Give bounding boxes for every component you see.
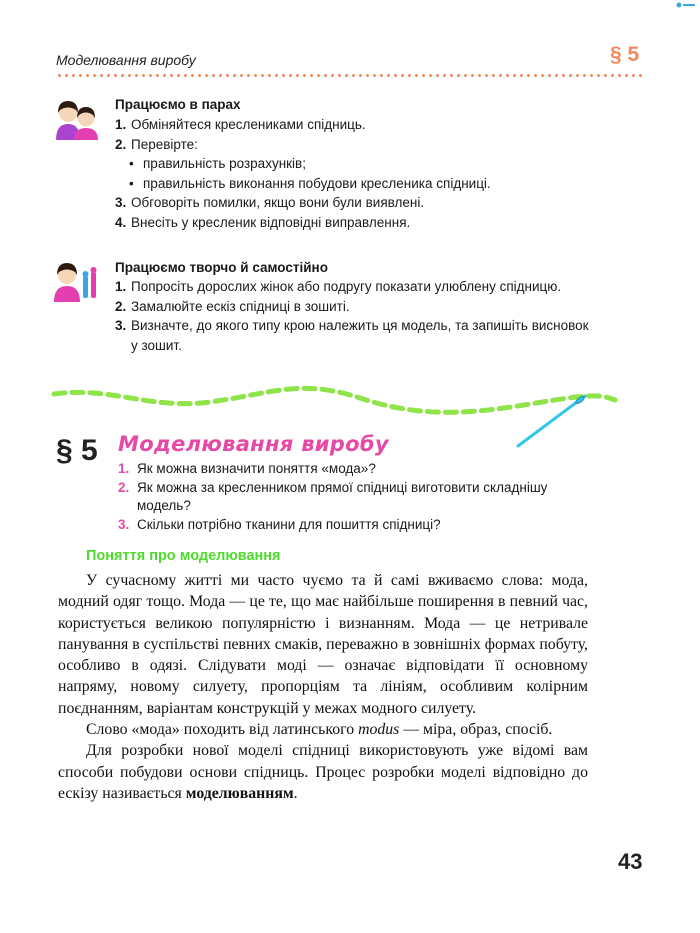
running-title: Моделювання виробу: [56, 52, 196, 68]
list-item: 1. Попросіть дорослих жінок або подругу показати улюблену спідницю.: [115, 279, 562, 294]
latin-term: modus: [358, 721, 400, 739]
list-item: 2. Як можна за кресленником прямої спідниці виготовити складнішу модель?: [118, 479, 548, 513]
list-item: 2. Замалюйте ескіз спідниці в зошиті.: [115, 298, 350, 314]
list-item: 1. Як можна визначити поняття «мода»?: [118, 461, 376, 476]
publisher-logo-icon: [676, 2, 696, 8]
key-term: моделюванням: [185, 784, 294, 802]
list-item: 3. Визначте, до якого типу крою належить ця модель, та запишіть висновок у зошит.: [115, 318, 589, 353]
list-item: 3. Обговоріть помилки, якщо вони були виявлені.: [115, 195, 425, 210]
page-number: 43: [618, 849, 643, 874]
list-item: • правильність розрахунків;: [129, 156, 306, 171]
pair-work-title: Працюємо в парах: [115, 97, 241, 112]
list-item: 1. Обміняйтеся креслениками спідниць.: [115, 117, 366, 132]
creative-work-icon: [52, 258, 102, 302]
paragraph: Для розробки нової моделі спідниці використовують уже відомі вам способи побудови основи спідниць. Процес розробки моделі відповідно до ескізу називається моделюванням.: [58, 742, 588, 802]
list-item: • правильність виконання побудови кресленика спідниці.: [129, 175, 491, 191]
list-item: 3. Скільки потрібно тканини для пошиття спідниці?: [118, 516, 441, 532]
paragraph: У сучасному житті ми часто чуємо та й самі вживаємо слова: мода, модний одяг тощо. Мода — це те, що має найбільше поширення в певний час, користується великою популярністю і визнанням. Мода — це нетривале панування в суспільстві певних смаків, переважно в зовнішніх формах побуту, особливо в одязі. Слідувати моді — означає відповідати її основному напряму, новому силуету, пропорціям та лініям, особливим колірним поєднанням, варіантам конструкцій у межах модного силуету.: [58, 572, 588, 717]
header-divider: [56, 74, 644, 77]
pair-work-icon: [52, 96, 102, 140]
pair-work-list: [115, 115, 595, 232]
review-questions: [118, 460, 588, 534]
header-section-mark: § 5: [610, 43, 640, 66]
list-item: 4. Внесіть у кресленик відповідні виправлення.: [115, 214, 411, 230]
section-title: Моделювання виробу: [118, 432, 389, 456]
creative-work-title: Працюємо творчо й самостійно: [115, 260, 328, 275]
list-item: 2. Перевірте:: [115, 136, 198, 152]
section-number: § 5: [56, 434, 98, 467]
body-text: [58, 570, 588, 804]
subsection-title: Поняття про моделювання: [86, 548, 281, 564]
creative-work-list: [115, 277, 595, 355]
paragraph: Слово «мода» походить від латинського modus — міра, образ, спосіб.: [86, 721, 553, 739]
